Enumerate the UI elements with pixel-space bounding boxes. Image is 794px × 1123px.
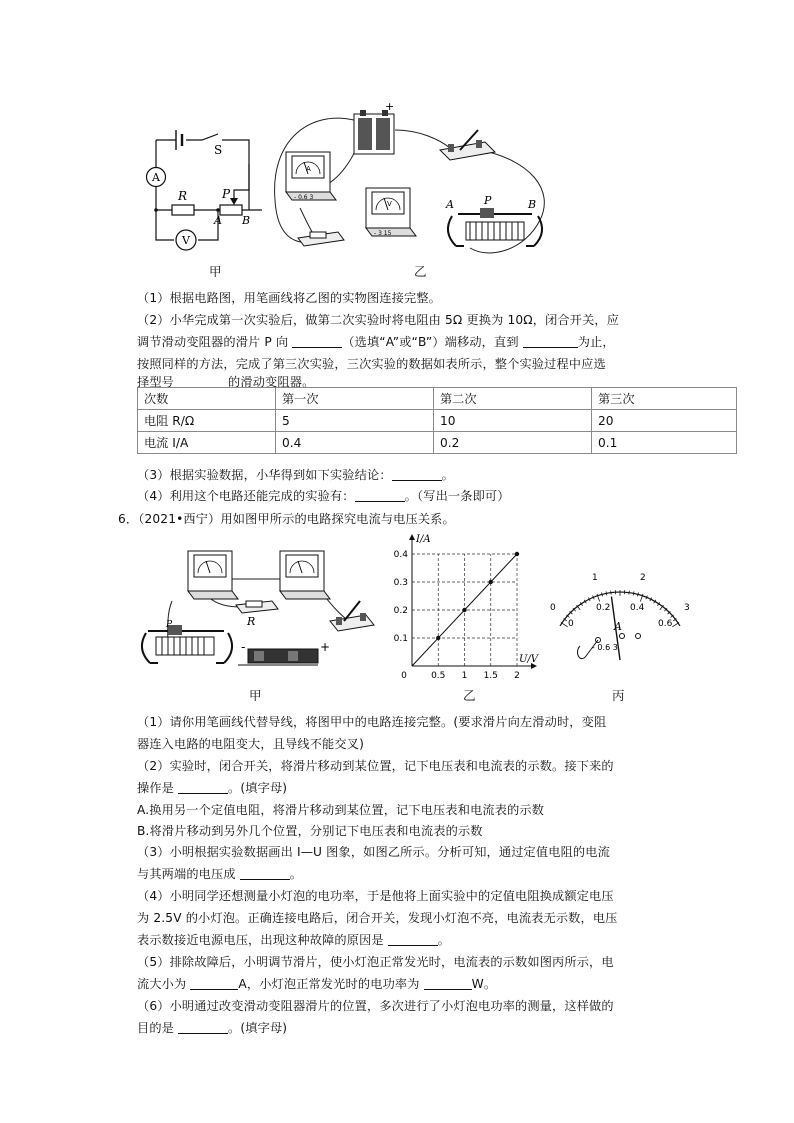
- q6-part5-text: W。: [471, 977, 497, 991]
- ammeter-device-icon: [188, 551, 238, 599]
- x-axis-label: U/V: [519, 654, 539, 665]
- table-cell: 0.4: [276, 432, 434, 454]
- q6-part1-line1: （1）请你用笔画线代替导线，将图甲中的电路连接完整。(要求滑片向左滑动时，变阻: [137, 715, 607, 729]
- q5-part2-text: 的滑动变阻器。: [228, 375, 315, 389]
- y-tick-label: 0.3: [393, 578, 408, 588]
- q5-part2-text: 调节滑动变阻器的滑片 P 向: [137, 335, 293, 349]
- table-header-cell: 第二次: [434, 388, 592, 410]
- answer-blank[interactable]: [240, 867, 290, 880]
- slider-label: P: [166, 620, 173, 630]
- dial-unit-label: A: [614, 620, 622, 633]
- dial-outer-label: 2: [640, 573, 646, 583]
- ammeter-dial-bing: [540, 560, 700, 670]
- answer-blank[interactable]: [190, 977, 238, 990]
- voltmeter-device-label: V: [387, 200, 392, 208]
- dial-tick: [672, 622, 679, 626]
- q5-part2-text: 择型号: [137, 375, 179, 389]
- q6-part4-line2: 为 2.5V 的小灯泡。正确连接电路后，闭合开关，发现小灯泡不亮，电流表无示数，电压: [137, 911, 618, 925]
- q6-part4-line3: [137, 931, 450, 948]
- battery-plus-label: +: [385, 100, 395, 113]
- q6-part6-text: 。(填字母): [228, 1021, 288, 1035]
- table-cell: 20: [592, 410, 737, 432]
- q6-part6-line1: （6）小明通过改变滑动变阻器滑片的位置，多次进行了小灯泡电功率的测量，这样做的: [137, 999, 614, 1013]
- q6-part3-line1: （3）小明根据实验数据画出 I—U 图象，如图乙所示。分析可知，通过定值电阻的电流: [137, 845, 610, 859]
- q6-title: 6．（2021•西宁）用如图甲所示的电路探究电流与电压关系。: [118, 512, 455, 526]
- circuit-schematic-jia: [134, 120, 264, 260]
- knife-switch-icon: [440, 130, 495, 160]
- node-dot: [216, 208, 220, 212]
- dial-tick: [633, 591, 634, 595]
- ammeter-device-icon: [286, 152, 336, 200]
- q6-part6-line2: [137, 1019, 287, 1036]
- rheostat-a-label: A: [446, 198, 454, 211]
- ammeter-terminals: - 0.6 3: [294, 194, 314, 201]
- dial-tick: [637, 593, 638, 597]
- q5-part4-text: 。（写出一条即可）: [404, 489, 510, 503]
- table-cell: 5: [276, 410, 434, 432]
- q6-part3-text: 。: [289, 867, 303, 881]
- dial-tick: [629, 591, 630, 595]
- y-tick-label: 0.4: [393, 550, 408, 560]
- resistor-label: R: [247, 615, 256, 628]
- dial-outer-label: 0: [550, 603, 556, 613]
- data-point: [436, 636, 440, 640]
- q6-option-a: A.换用另一个定值电阻，将滑片移动到某位置，记下电压表和电流表的示数: [137, 803, 545, 817]
- battery-pack-icon: [354, 110, 394, 154]
- data-point: [515, 552, 519, 556]
- q5-part2-line2: [137, 333, 615, 350]
- data-table: [137, 387, 737, 454]
- table-cell: 10: [434, 410, 592, 432]
- q6-part4-text: 表示数接近电源电压，出现这种故障的原因是: [137, 933, 388, 947]
- voltmeter-terminals: - 3 15: [374, 230, 392, 237]
- table-row: [138, 410, 737, 432]
- rheostat-b-label: B: [528, 198, 537, 211]
- y-axis-label: I/A: [416, 534, 431, 545]
- x-tick-label: 1: [461, 671, 468, 681]
- q5-part4: [137, 487, 510, 504]
- rheostat-icon: [142, 625, 232, 663]
- q5-part3-text: （3）根据实验数据，小华得到如下实验结论：: [137, 468, 392, 482]
- q5-part4-text: （4）利用这个电路还能完成的实验有：: [137, 489, 355, 503]
- answer-blank[interactable]: [392, 468, 442, 481]
- dial-tick: [561, 622, 568, 626]
- x-tick-label: 0: [401, 671, 407, 681]
- ammeter-label: A: [152, 171, 160, 184]
- answer-blank[interactable]: [178, 1021, 228, 1034]
- battery-plus-label: +: [320, 640, 331, 654]
- answer-blank[interactable]: [424, 977, 472, 990]
- table-row: [138, 432, 737, 454]
- table-cell: 0.1: [592, 432, 737, 454]
- slider-label: P: [222, 187, 231, 201]
- dial-terminals: - 0.6 3: [592, 643, 618, 652]
- caption-yi: 乙: [414, 264, 427, 279]
- caption-jia: 甲: [249, 688, 262, 703]
- q6-part2-text: 操作是: [137, 781, 179, 795]
- dial-inner-label: 0: [568, 619, 574, 629]
- resistor-board-icon: [298, 232, 344, 246]
- knife-switch-icon: [330, 601, 374, 631]
- battery-minus-label: -: [241, 640, 246, 654]
- table-header-cell: 次数: [138, 388, 276, 410]
- dial-tick: [601, 593, 602, 597]
- dial-tick: [611, 591, 612, 595]
- physical-circuit-jia-q6: [138, 545, 378, 671]
- data-point: [462, 608, 466, 612]
- dial-inner-label: 0.2: [596, 603, 611, 613]
- voltmeter-device-icon: [280, 551, 330, 599]
- resistor-label: R: [178, 189, 188, 203]
- x-tick-label: 1.5: [483, 671, 498, 681]
- dial-outer-label: 3: [684, 603, 690, 613]
- end-a-label: A: [214, 214, 222, 227]
- answer-blank[interactable]: [388, 933, 438, 946]
- data-point: [489, 580, 493, 584]
- resistor-board-icon: [236, 601, 278, 613]
- x-tick-label: 2: [514, 671, 520, 681]
- answer-blank[interactable]: [523, 335, 578, 348]
- caption-bing: 丙: [612, 688, 625, 703]
- dial-inner-label: 0.6: [658, 619, 673, 629]
- q5-part1: （1）根据电路图，用笔画线将乙图的实物图连接完整。: [137, 291, 442, 305]
- q6-part5-text: 流大小为: [137, 977, 191, 991]
- switch-label: S: [214, 143, 223, 157]
- q6-option-b: B.将滑片移动到另外几个位置，分别记下电压表和电流表的示数: [137, 824, 483, 838]
- table-header-cell: 第三次: [592, 388, 737, 410]
- y-axis-arrow: [409, 534, 415, 540]
- answer-blank[interactable]: [178, 781, 228, 794]
- caption-yi: 乙: [463, 688, 476, 703]
- rheostat-icon: [448, 208, 542, 246]
- q5-part2-text: 为止，: [577, 335, 615, 349]
- slider-arrow: [230, 198, 238, 205]
- x-tick-label: 0.5: [431, 671, 446, 681]
- table-cell: 0.2: [434, 432, 592, 454]
- q6-part2-text: 。(填字母): [228, 781, 288, 795]
- battery-pack-icon: [238, 649, 318, 665]
- physical-circuit-yi: [270, 100, 560, 266]
- q5-part2-line1: （2）小华完成第一次实验后，做第二次实验时将电阻由 5Ω 更换为 10Ω，闭合开关，应: [137, 313, 620, 327]
- voltmeter-device-icon: [366, 188, 416, 236]
- voltmeter-label: V: [182, 234, 190, 247]
- q6-part5-line1: （5）排除故障后，小明调节滑片，使小灯泡正常发光时，电流表的示数如图丙所示，电: [137, 955, 614, 969]
- table-row: [138, 388, 737, 410]
- rheostat-p-label: P: [484, 194, 492, 207]
- q5-part2-text: （选填“A”或“B”）端移动，直到: [342, 335, 523, 349]
- q6-part2-line1: （2）实验时，闭合开关，将滑片移动到某位置，记下电压表和电流表的示数。接下来的: [137, 759, 614, 773]
- iu-chart: [390, 534, 540, 684]
- answer-blank[interactable]: [292, 335, 342, 348]
- q6-part1-line2: 器连入电路的电阻变大，且导线不能交叉): [137, 737, 364, 751]
- q6-part3-line2: [137, 865, 302, 882]
- y-tick-label: 0.2: [393, 606, 408, 616]
- table-header-cell: 第一次: [276, 388, 434, 410]
- q6-part5-text: A，小灯泡正常发光时的电功率为: [238, 977, 424, 991]
- table-cell: 电阻 R/Ω: [138, 410, 276, 432]
- y-tick-label: 0.1: [393, 634, 408, 644]
- end-b-label: B: [242, 214, 251, 227]
- dial-inner-label: 0.4: [630, 603, 645, 613]
- caption-jia: 甲: [209, 264, 222, 279]
- answer-blank[interactable]: [355, 489, 405, 502]
- q6-part2-line2: [137, 779, 287, 796]
- q6-part3-text: 与其两端的电压成: [137, 867, 240, 881]
- dial-tick: [606, 591, 607, 595]
- q6-part5-line2: [137, 975, 496, 992]
- node-dot: [154, 208, 158, 212]
- q6-part4-line1: （4）小明同学还想测量小灯泡的电功率，于是他将上面实验中的定值电阻换成额定电压: [137, 889, 614, 903]
- q6-part4-text: 。: [437, 933, 451, 947]
- q5-part3-text: 。: [441, 468, 454, 482]
- q5-part2-line3: 按照同样的方法，完成了第三次实验，三次实验的数据如表所示，整个实验过程中应选: [137, 357, 606, 371]
- dial-outer-label: 1: [592, 573, 598, 583]
- ammeter-device-label: A: [306, 165, 311, 173]
- q6-part6-text: 目的是: [137, 1021, 179, 1035]
- q5-part3: [137, 466, 454, 483]
- table-cell: 电流 I/A: [138, 432, 276, 454]
